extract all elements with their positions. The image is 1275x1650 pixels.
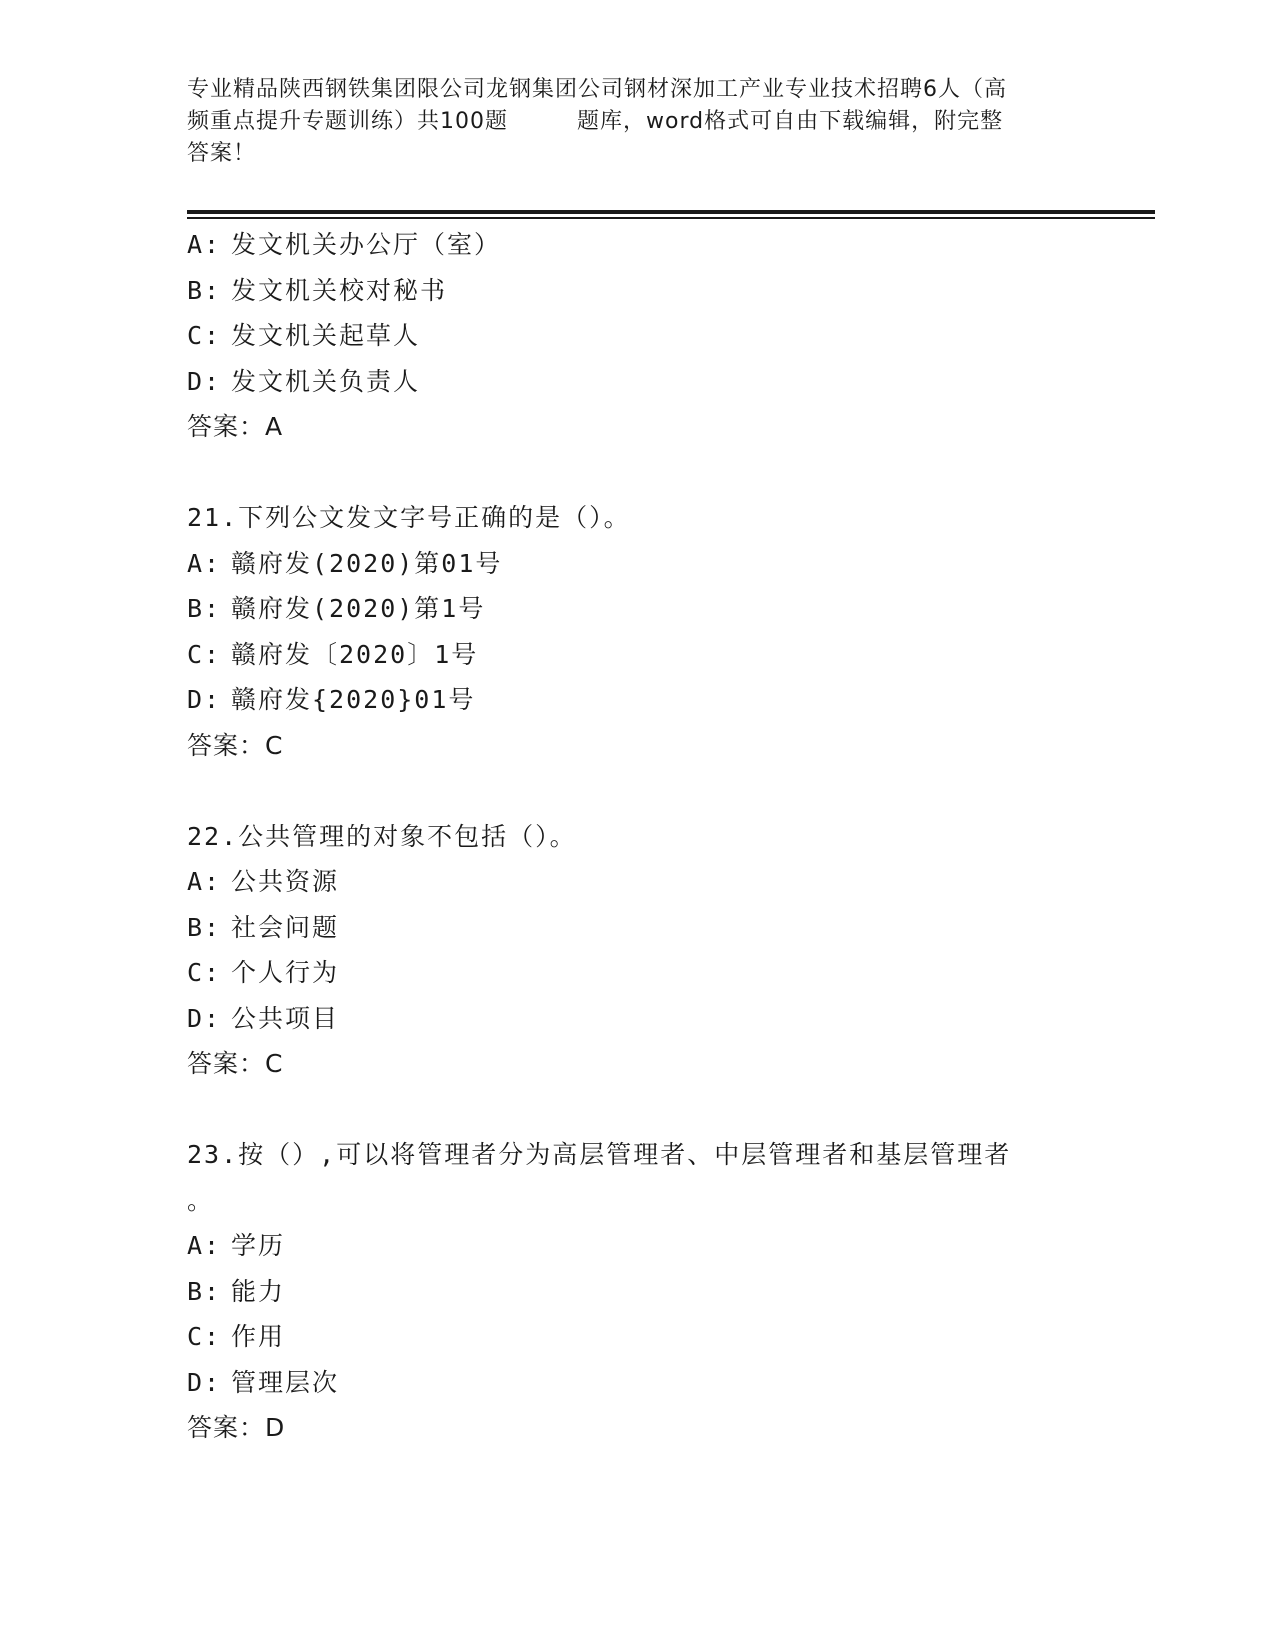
option-text: 发文机关校对秘书 [231,275,448,305]
answer-line: 答案：A [187,412,284,441]
option-letter: B: [187,912,222,942]
option-letter: D: [187,1367,222,1397]
option-b [187,1269,1155,1315]
option-d [187,996,1155,1042]
option-text: 公共项目 [231,1003,340,1033]
question-title: 23.按（）,可以将管理者分为高层管理者、中层管理者和基层管理者 [187,1140,1012,1169]
option-letter: A: [187,230,222,259]
option-b [187,268,1155,314]
option-text: 管理层次 [231,1367,340,1397]
question-title: 22.公共管理的对象不包括（）。 [187,821,577,851]
option-letter: B: [187,594,222,623]
option-letter: C: [187,321,222,350]
question-list [187,222,1155,1451]
option-a [187,859,1155,905]
option-d [187,1360,1155,1406]
question-23 [187,1132,1155,1451]
option-text: 赣府发(2020)第01号 [231,548,503,578]
option-c [187,1314,1155,1360]
question-title-continuation: 。 [187,1185,215,1215]
option-a [187,222,1155,268]
option-d [187,359,1155,405]
answer-line: 答案：C [187,1049,284,1078]
option-text: 发文机关起草人 [231,321,421,350]
option-letter: A: [187,548,222,578]
option-text: 赣府发(2020)第1号 [231,594,486,623]
option-letter: A: [187,1231,222,1260]
option-letter: D: [187,685,222,714]
header-divider-thick [187,210,1155,214]
option-a [187,1223,1155,1269]
option-letter: D: [187,366,222,396]
option-text: 发文机关负责人 [231,366,421,396]
option-c [187,313,1155,359]
header-divider-thin [187,217,1155,219]
option-c [187,632,1155,678]
option-text: 个人行为 [231,958,340,987]
option-a [187,541,1155,587]
answer-line: 答案：C [187,730,284,760]
option-text: 学历 [231,1231,286,1260]
question-22 [187,814,1155,1087]
question-21 [187,495,1155,768]
option-text: 能力 [231,1276,286,1306]
option-b [187,586,1155,632]
option-text: 赣府发{2020}01号 [231,685,476,714]
option-letter: C: [187,958,222,987]
option-text: 发文机关办公厅（室） [231,230,502,259]
option-text: 作用 [231,1322,286,1351]
option-letter: B: [187,1276,222,1306]
option-letter: A: [187,867,222,896]
option-letter: D: [187,1003,222,1033]
header-line-3: 答案！ [187,141,257,166]
document-header [187,74,1087,170]
question-title: 21.下列公文发文字号正确的是（）。 [187,503,631,532]
option-letter: C: [187,639,222,669]
option-text: 社会问题 [231,912,340,942]
header-line-2: 频重点提升专题训练）共100题 题库，word格式可自由下载编辑，附完整 [187,109,1004,134]
option-d [187,677,1155,723]
spacer [187,450,1155,496]
option-text: 公共资源 [231,867,340,896]
option-b [187,905,1155,951]
option-c [187,950,1155,996]
option-letter: B: [187,275,222,305]
spacer [187,768,1155,814]
option-letter: C: [187,1322,222,1351]
option-text: 赣府发〔2020〕1号 [231,639,479,669]
spacer [187,1087,1155,1133]
answer-line: 答案：D [187,1413,286,1442]
question-20 [187,222,1155,450]
header-line-1: 专业精品陕西钢铁集团限公司龙钢集团公司钢材深加工产业专业技术招聘6人（高 [187,77,1007,102]
